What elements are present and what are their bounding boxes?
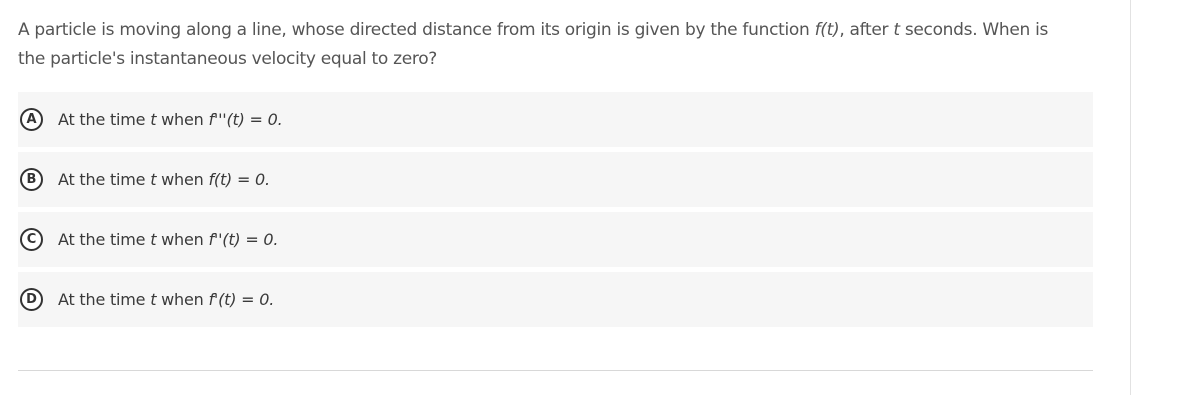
option-a[interactable]: [18, 92, 1093, 147]
question-part-2: , after: [839, 20, 894, 40]
question-part-1: A particle is moving along a line, whose directed distance from its origin is given by the function: [18, 20, 815, 40]
question-function: f(t): [814, 20, 840, 40]
option-d-when: when: [156, 290, 209, 309]
option-c-when: when: [156, 230, 209, 249]
answer-options: [18, 92, 1093, 332]
right-border-line: [1130, 0, 1131, 395]
option-b-expr: f(t) = 0.: [208, 170, 270, 189]
option-d-expr: f'(t) = 0.: [208, 290, 275, 309]
option-b[interactable]: [18, 152, 1093, 207]
option-d-prefix: At the time: [58, 290, 151, 309]
option-b-letter: B: [20, 168, 43, 191]
option-d[interactable]: [18, 272, 1093, 327]
option-d-text: [58, 290, 274, 309]
option-a-when: when: [156, 110, 209, 129]
option-d-letter: D: [20, 288, 43, 311]
question-variable: t: [893, 20, 900, 40]
option-b-text: [58, 170, 270, 189]
option-c-var: t: [150, 230, 157, 249]
option-a-prefix: At the time: [58, 110, 151, 129]
option-a-letter: A: [20, 108, 43, 131]
option-b-var: t: [150, 170, 157, 189]
option-b-when: when: [156, 170, 209, 189]
option-b-prefix: At the time: [58, 170, 151, 189]
option-a-expr: f'''(t) = 0.: [208, 110, 283, 129]
option-d-var: t: [150, 290, 157, 309]
option-a-var: t: [150, 110, 157, 129]
option-c[interactable]: [18, 212, 1093, 267]
question-text: [18, 16, 1078, 74]
option-c-expr: f''(t) = 0.: [208, 230, 279, 249]
bottom-divider: [18, 370, 1093, 371]
option-a-text: [58, 110, 283, 129]
option-c-text: [58, 230, 278, 249]
question-part-3: seconds. When is the particle's instantaneous velocity equal to zero?: [18, 20, 1049, 69]
option-c-letter: C: [20, 228, 43, 251]
option-c-prefix: At the time: [58, 230, 151, 249]
